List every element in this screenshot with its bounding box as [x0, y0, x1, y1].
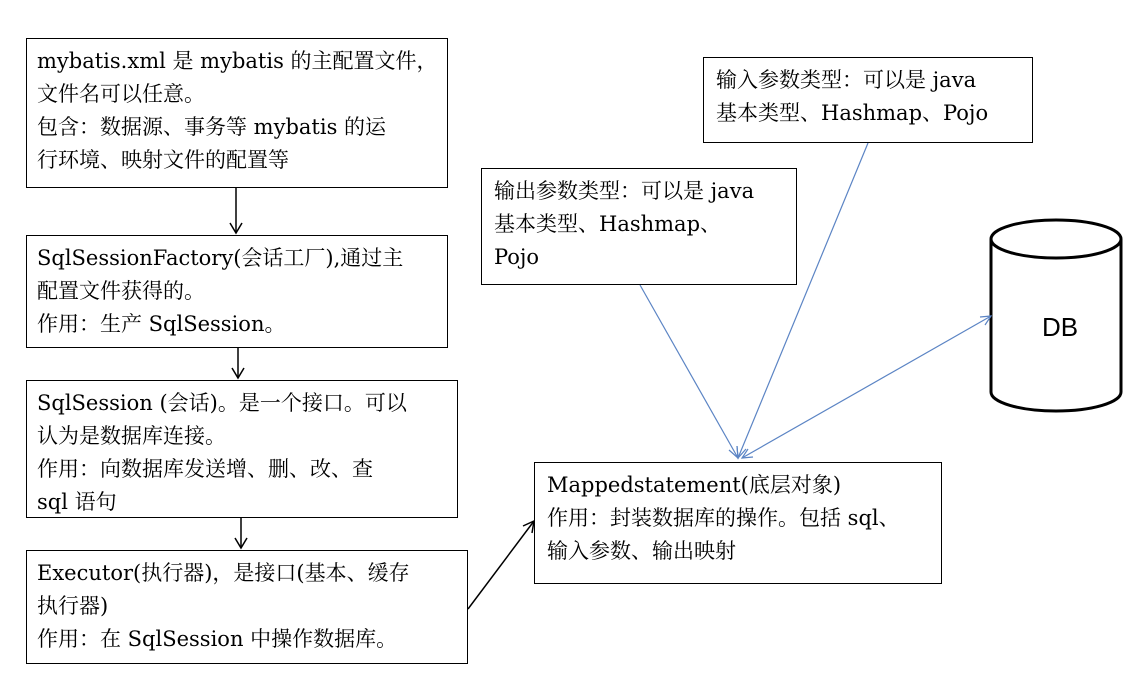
mapped-line-2: 作用：封装数据库的操作。包括 sql、: [547, 506, 900, 530]
factory-line-1: SqlSessionFactory(会话工厂),通过主: [37, 246, 404, 270]
arrow-factory-to-session: [232, 348, 244, 378]
factory-line-2: 配置文件获得的。: [37, 279, 205, 303]
arrow-config-to-factory: [230, 188, 242, 233]
input-line-2: 基本类型、Hashmap、Pojo: [716, 101, 989, 125]
output-line-1: 输出参数类型：可以是 java: [494, 179, 755, 203]
sqlsession-box: [26, 380, 458, 518]
session-line-1: SqlSession (会话)。是一个接口。可以: [37, 391, 407, 415]
config-line-4: 行环境、映射文件的配置等: [37, 148, 289, 172]
executor-line-1: Executor(执行器)，是接口(基本、缓存: [37, 561, 410, 585]
db-label: DB: [1041, 312, 1079, 342]
input-line-1: 输入参数类型：可以是 java: [716, 68, 977, 92]
config-line-3: 包含：数据源、事务等 mybatis 的运: [37, 115, 387, 139]
mapped-line-3: 输入参数、输出映射: [547, 539, 736, 563]
output-line-2: 基本类型、Hashmap、: [494, 212, 722, 236]
mapped-line-1: Mappedstatement(底层对象): [547, 473, 842, 497]
arrow-mappedstatement-db-bidirectional: [742, 316, 991, 458]
sqlsessionfactory-box: [26, 235, 448, 348]
mybatis-config-box: [26, 38, 448, 188]
config-line-1: mybatis.xml 是 mybatis 的主配置文件，: [37, 49, 438, 73]
arrow-output-params-to-mappedstatement: [640, 285, 738, 458]
factory-line-3: 作用：生产 SqlSession。: [37, 312, 286, 336]
mappedstatement-box: [534, 462, 942, 584]
output-params-box: [481, 168, 797, 285]
session-line-2: 认为是数据库连接。: [37, 424, 226, 448]
arrow-session-to-executor: [235, 518, 247, 548]
executor-line-3: 作用：在 SqlSession 中操作数据库。: [37, 627, 398, 651]
output-line-3: Pojo: [494, 245, 540, 269]
executor-box: [26, 550, 468, 664]
session-line-4: sql 语句: [37, 490, 117, 514]
config-line-2: 文件名可以任意。: [37, 82, 205, 106]
arrow-executor-to-mappedstatement: [468, 521, 534, 609]
executor-line-2: 执行器): [37, 594, 109, 618]
session-line-3: 作用：向数据库发送增、删、改、查: [37, 457, 373, 481]
input-params-box: [703, 57, 1033, 143]
